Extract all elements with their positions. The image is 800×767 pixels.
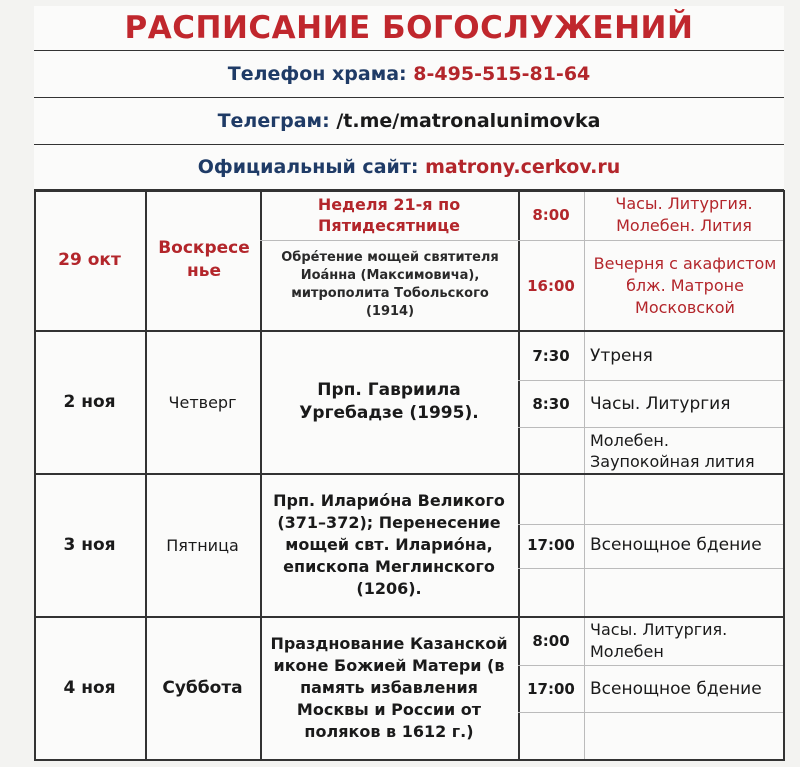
service-text: Всенощное бдение [590, 679, 762, 699]
schedule-sheet [34, 6, 784, 761]
service-text: Часы. Литургия. Молебен [590, 620, 728, 661]
site-label: Официальный сайт: [197, 156, 419, 178]
feast-title: Празднование Казанской иконе Божией Матери (в память избавления Москвы и России от поляков в 1612 г.) [270, 634, 508, 741]
day-cell: Суббота [162, 678, 243, 698]
phone-label: Телефон храма: [227, 63, 407, 85]
date-cell: 29 окт [58, 250, 121, 270]
service-text: Часы. Литургия [590, 394, 731, 414]
date-cell: 2 ноя [63, 392, 116, 412]
service-time: 17:00 [527, 680, 575, 698]
telegram-line [34, 98, 784, 145]
feast-title: Прп. Гавриила Ургебадзе (1995). [299, 380, 479, 423]
feast-subtitle: Обре́тение мощей святителя Иоа́нна (Максимовича), митрополита Тобольского (1914) [281, 250, 499, 319]
telegram-link[interactable]: /t.me/matronalunimovka [336, 110, 601, 132]
service-text: Часы. Литургия. Молебен. Лития [615, 194, 753, 235]
date-cell: 3 ноя [63, 535, 116, 555]
phone-value: 8-495-515-81-64 [413, 63, 591, 85]
service-time: 17:00 [527, 536, 575, 554]
telegram-label: Телеграм: [217, 110, 330, 132]
service-text: Всенощное бдение [590, 535, 762, 555]
service-time: 7:30 [532, 346, 570, 365]
site-line [34, 145, 784, 190]
feast-title: Прп. Иларио́на Великого (371–372); Перенесение мощей свт. Иларио́на, епископа Меглинского (1206). [273, 491, 505, 598]
service-time: 16:00 [527, 276, 575, 295]
service-time: 8:30 [532, 395, 570, 413]
site-link[interactable]: matrony.cerkov.ru [425, 156, 621, 178]
feast-title: Неделя 21-я по Пятидесятнице [317, 195, 461, 235]
page-title: РАСПИСАНИЕ БОГОСЛУЖЕНИЙ [34, 6, 784, 51]
service-text: Вечерня с акафистом блж. Матроне Московской [593, 253, 777, 317]
phone-line [34, 51, 784, 98]
service-time: 8:00 [532, 632, 570, 650]
day-cell: Воскресенье [158, 238, 250, 281]
day-cell: Четверг [168, 392, 237, 412]
schedule-table [34, 190, 784, 761]
service-text: Утреня [590, 345, 653, 366]
service-text: Молебен. Заупокойная лития [590, 430, 755, 471]
date-cell: 4 ноя [63, 678, 116, 698]
service-time: 8:00 [532, 206, 570, 224]
day-cell: Пятница [166, 535, 239, 555]
